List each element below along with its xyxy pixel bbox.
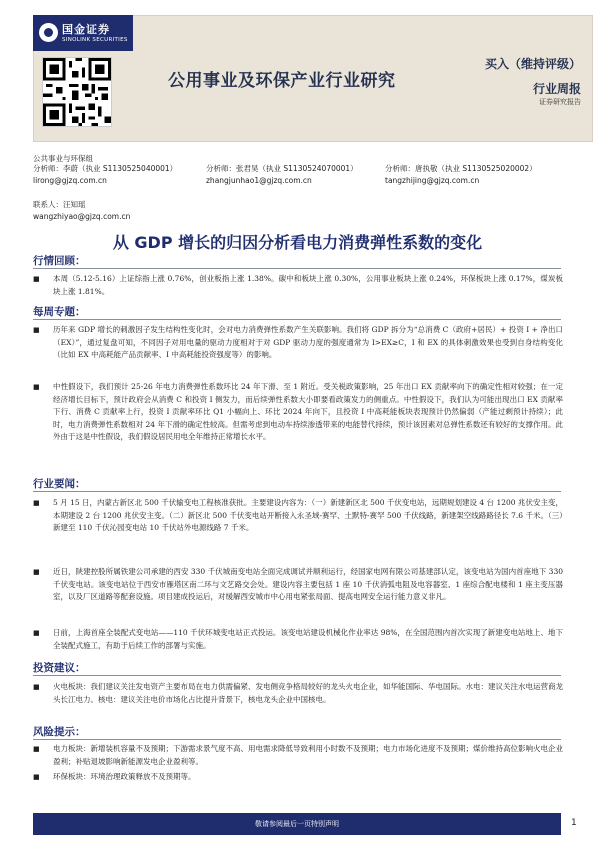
sector-label: 公共事业与环保组 bbox=[33, 154, 93, 163]
report-title: 公用事业及环保产业行业研究 bbox=[168, 71, 396, 91]
section-divider bbox=[33, 268, 561, 269]
footer-bar bbox=[33, 813, 561, 835]
review-item bbox=[33, 273, 563, 299]
section-title-advice: 投资建议： bbox=[33, 662, 86, 674]
industry-item bbox=[33, 627, 563, 653]
brand-block bbox=[33, 15, 133, 51]
bullet-square-icon: ■ bbox=[33, 275, 40, 283]
report-subtitle: 证券研究报告 bbox=[539, 98, 581, 106]
page-number: 1 bbox=[571, 818, 577, 828]
section-title-weekly: 每周专题： bbox=[33, 306, 86, 318]
qr-code-icon bbox=[42, 57, 112, 127]
weekly-item bbox=[33, 381, 563, 471]
rating-badge: 买入（维持评级） bbox=[484, 57, 581, 71]
section-divider bbox=[33, 675, 561, 676]
sinolink-logo-icon bbox=[39, 23, 58, 42]
risk-item bbox=[33, 743, 563, 769]
analyst-email[interactable]: zhangjunhao1@gjzq.com.cn bbox=[206, 176, 312, 185]
risk-item bbox=[33, 771, 563, 785]
industry-item bbox=[33, 566, 563, 624]
bullet-square-icon: ■ bbox=[33, 568, 40, 576]
advice-text: 火电板块：我们建议关注发电资产主要布局在电力供需偏紧、发电侧竞争格局较好的龙头火电企业，如华能国际、华电国际。水电：建议关注水电运营商龙头长江电力。核电：建议关注电价市场化占比提升背景下，核电龙头企业中国核电。 bbox=[53, 682, 563, 704]
risk-text: 环保板块：环境治理政策释放不及预期等。 bbox=[53, 772, 196, 781]
bullet-square-icon: ■ bbox=[33, 745, 40, 753]
bullet-square-icon: ■ bbox=[33, 499, 40, 507]
industry-text: 5 月 15 日，内蒙古新区北 500 千伏输变电工程核准获批。主要建设内容为：（一）新建新区北 500 千伏变电站，远期规划建设 4 台 1200 兆伏安主变，本期建设 2 台 1200 兆伏安主变。（二）新区北 500 千伏变电站开断接入永圣域-赛罕、土默特-赛罕 500 千伏线路，新建架空线路路径长 7.6 千米。（三）新建至 110 千伏沁园变电站 10 千伏站外电源线路 7 千米。 bbox=[53, 498, 563, 533]
section-divider bbox=[33, 739, 561, 740]
section-title-industry: 行业要闻： bbox=[33, 478, 86, 490]
contact-person bbox=[33, 199, 130, 223]
weekly-text: 中性假设下，我们预计 25-26 年电力消费弹性系数环比 24 年下滑、至 1 附近。受关税政策影响，25 年出口 EX 贡献率向下的确定性相对较强；在一定经济增长目标下，预计政府会从消费 C 和投资 I 侧发力，而后续弹性系数大小即要看政策发力的侧重点。中性假设下，我们认为可能出现出口 EX 贡献率下行、消费 C 贡献率上行，投资 I 贡献率环比 Q1 小幅向上、环比 2024 年向下，且投资 I 中高耗能板块表现预计仍然偏弱（产能过剩预计持续）；此时，电力消费弹性系数相对 24 年下滑的确定性较高。但需考虑到电动车持续渗透带来的电能替代持续，预计该因素对总弹性系数还有较好的支撑作用。此外由于这是中性假设，我们假设居民用电全年维持正常增长水平。 bbox=[53, 382, 563, 442]
section-divider bbox=[33, 319, 561, 320]
weekly-item bbox=[33, 324, 563, 376]
review-text: 本周（5.12-5.16）上证综指上涨 0.76%，创业板指上涨 1.38%。碳中和板块上涨 0.30%，公用事业板块上涨 0.24%，环保板块上涨 0.17%，煤炭板块上涨 1.81%。 bbox=[53, 274, 563, 296]
industry-text: 近日，陕建控股所属铁建公司承建的西安 330 千伏城南变电站全面完成调试并顺利运行，经国家电网有限公司基建部认定，该变电站为国内首座地下 330 千伏变电站。该变电站位于西安市雁塔区南二环与文艺路交会处。建设内容主要包括 1 座 10 千伏消弧电阻及电容器室、1 座综合配电楼和 1 座主变压器室，以及厂区道路等配套设施。项目建成投运后，对缓解西安城市中心用电紧张局面、提高电网安全运行能力意义非凡。 bbox=[53, 567, 563, 602]
section-divider bbox=[33, 491, 561, 492]
section-title-review: 行情回顾： bbox=[33, 255, 86, 267]
section-title-risk: 风险提示： bbox=[33, 726, 86, 738]
contact-label: 联系人：汪知瑶 bbox=[33, 200, 86, 209]
industry-text: 日前，上海首座全装配式变电站——110 千伏环城变电站正式投运。该变电站建设机械化作业率达 98%，在全国范围内首次实现了新建变电站地上、地下全装配式施工，有助于后续工作的部署与实施。 bbox=[53, 628, 563, 650]
report-type: 行业周报 bbox=[532, 82, 581, 96]
bullet-square-icon: ■ bbox=[33, 683, 40, 691]
analyst-3 bbox=[385, 163, 537, 187]
analyst-name: 分析师：张君昊（执业 S1130524070001） bbox=[206, 164, 358, 173]
brand-name: 国金证券 bbox=[62, 23, 110, 36]
brand-name-en: SINOLINK SECURITIES bbox=[62, 37, 128, 43]
weekly-text: 历年来 GDP 增长的刺激因子发生结构性变化时，会对电力消费弹性系数产生关联影响。我们将 GDP 拆分为“总消费 C（政府+居民）+ 投资 I + 净出口（EX）”，通过复盘可知，不同因子对用电量的驱动力度相对于对 GDP 驱动力度的强度通常为 I>EX≥C，I 和 EX 的具体刺激效果也受到自身结构变化（比如 EX 中高耗能产品贡献率、I 中高耗能投资强度等）的影响。 bbox=[53, 325, 563, 360]
analyst-1 bbox=[33, 163, 177, 187]
bullet-square-icon: ■ bbox=[33, 383, 40, 391]
analyst-name: 分析师：唐执敬（执业 S1130525020002） bbox=[385, 164, 537, 173]
industry-item bbox=[33, 497, 563, 563]
bullet-square-icon: ■ bbox=[33, 629, 40, 637]
analyst-email[interactable]: tangzhijing@gjzq.com.cn bbox=[385, 176, 480, 185]
bullet-square-icon: ■ bbox=[33, 773, 40, 781]
bullet-square-icon: ■ bbox=[33, 326, 40, 334]
footer-disclaimer[interactable]: 敬请参阅最后一页特别声明 bbox=[255, 820, 339, 828]
analyst-2 bbox=[206, 163, 358, 187]
analyst-email[interactable]: lirong@gjzq.com.cn bbox=[33, 176, 107, 185]
advice-item bbox=[33, 681, 563, 721]
analyst-name: 分析师：李蔚（执业 S1130525040001） bbox=[33, 164, 178, 173]
risk-text: 电力板块：新增装机容量不及预期；下游需求景气度不高、用电需求降低导致利用小时数不及预期；电力市场化进度不及预期；煤价维持高位影响火电企业盈利；补贴退坡影响新能源发电企业盈利等。 bbox=[53, 744, 563, 766]
contact-email[interactable]: wangzhiyao@gjzq.com.cn bbox=[33, 212, 131, 221]
main-title: 从 GDP 增长的归因分析看电力消费弹性系数的变化 bbox=[112, 233, 483, 252]
